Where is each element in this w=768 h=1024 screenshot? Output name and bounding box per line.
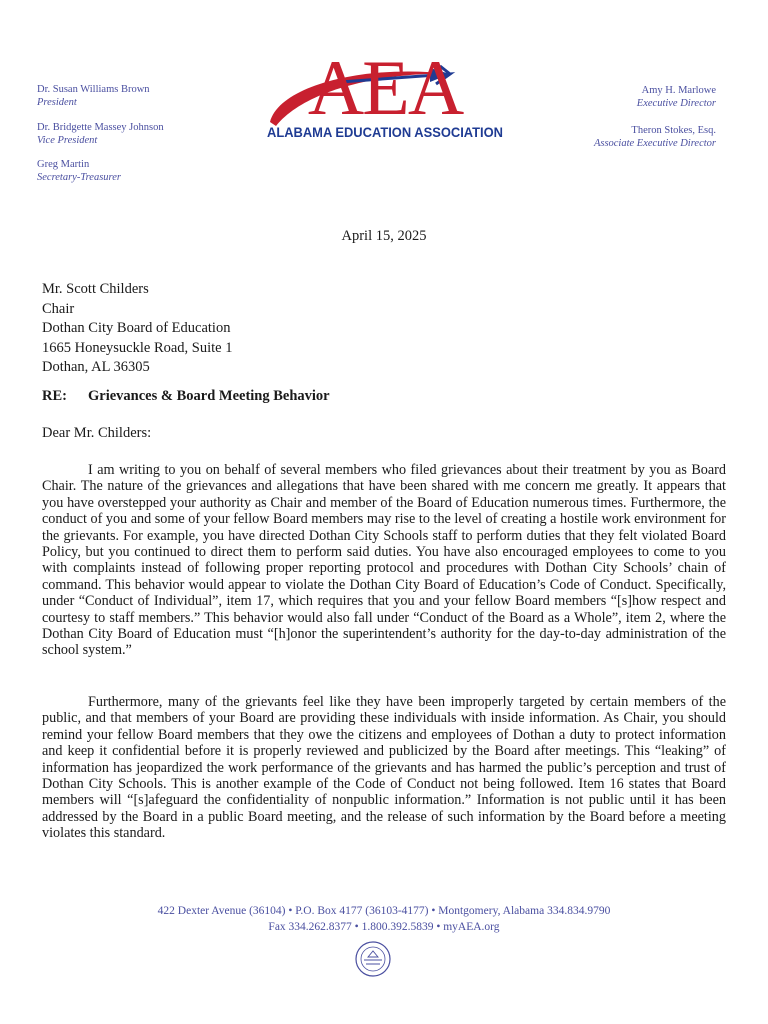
officer-name: Dr. Bridgette Massey Johnson bbox=[37, 122, 164, 133]
logo-org-name: ALABAMA EDUCATION ASSOCIATION bbox=[267, 125, 503, 140]
recipient-organization: Dothan City Board of Education bbox=[42, 320, 231, 336]
footer-contact: Fax 334.262.8377 • 1.800.392.5839 • myAEA.org bbox=[268, 921, 500, 933]
body-paragraph: Furthermore, many of the grievants feel like they have been improperly targeted by certain members of the public, and that members of your Board are providing these individuals with inside information. As Chair, you should remind your fellow Board members that they owe the citizens and employees of Dothan a duty to protect information and keep it confidential before it is properly reviewed and publicized by the Board after meetings. This “leaking” of information has jeopardized the work performance of the grievants and has harmed the public’s perception and trust of Dothan City Schools. This is another example of the Code of Conduct not being followed. Item 16 states that Board members will “[s]afeguard the confidentiality of nonpublic information.” Information is not public until it has been addressed by the Board in a public Board meeting, and the release of such information by the Board before a meeting violates this standard. bbox=[42, 694, 726, 842]
officer-title: Executive Director bbox=[636, 98, 716, 109]
subject-line bbox=[42, 388, 330, 405]
officer-vice-president bbox=[37, 121, 164, 147]
officer-name: Amy H. Marlowe bbox=[641, 85, 716, 96]
body-paragraph: I am writing to you on behalf of several members who filed grievances about their treatment by you as Board Chair. The nature of the grievances and allegations that have been shared with me concern me greatly. It appears that you have overstepped your authority as Chair and member of the Board of Education numerous times. Furthermore, the conduct of you and some of your fellow Board members may rise to the level of creating a hostile work environment for the grievants. For example, you have directed Dothan City Schools staff to perform duties that they felt violated Board Policy, but you continued to direct them to perform said duties. You have also encouraged employees to come to you with complaints instead of following proper reporting protocol and procedures with Dothan City Schools’ chain of command. This behavior would appear to violate the Dothan City Board of Education’s Code of Conduct. Specifically, under “Conduct of Individual”, item 17, which requires that you and your fellow Board members “[s]how respect and courtesy to staff members.” This behavior would also fall under “Conduct of the Board as a Whole”, item 2, where the Dothan City Board of Education must “[h]onor the superintendent’s authority for the day-to-day administration of the school system.” bbox=[42, 462, 726, 659]
officer-name: Greg Martin bbox=[37, 159, 90, 170]
officer-name: Dr. Susan Williams Brown bbox=[37, 84, 150, 95]
officer-title: Vice President bbox=[37, 135, 98, 146]
officer-title: President bbox=[37, 97, 77, 108]
officer-title: Secretary-Treasurer bbox=[37, 172, 121, 183]
recipient-street: 1665 Honeysuckle Road, Suite 1 bbox=[42, 339, 233, 356]
recipient-city-state-zip: Dothan, AL 36305 bbox=[42, 359, 150, 375]
subject-text: Grievances & Board Meeting Behavior bbox=[88, 388, 330, 404]
officer-secretary-treasurer bbox=[37, 158, 121, 184]
officer-executive-director bbox=[637, 84, 716, 110]
letter-date: April 15, 2025 bbox=[341, 228, 427, 244]
aea-logo bbox=[250, 44, 520, 154]
salutation: Dear Mr. Childers: bbox=[42, 425, 152, 441]
officer-name: Theron Stokes, Esq. bbox=[631, 125, 716, 136]
union-seal-icon bbox=[354, 940, 392, 978]
recipient-address bbox=[42, 280, 233, 378]
logo-letters: AEA bbox=[307, 44, 463, 131]
recipient-name: Mr. Scott Childers bbox=[42, 281, 149, 297]
officer-president bbox=[37, 83, 150, 109]
subject-label: RE: bbox=[42, 388, 67, 404]
recipient-title: Chair bbox=[42, 300, 75, 317]
officer-associate-executive-director bbox=[594, 124, 716, 150]
officer-title: Associate Executive Director bbox=[593, 138, 716, 149]
footer-address: 422 Dexter Avenue (36104) • P.O. Box 4177 (36103-4177) • Montgomery, Alabama 334.834.9790 bbox=[157, 905, 611, 917]
